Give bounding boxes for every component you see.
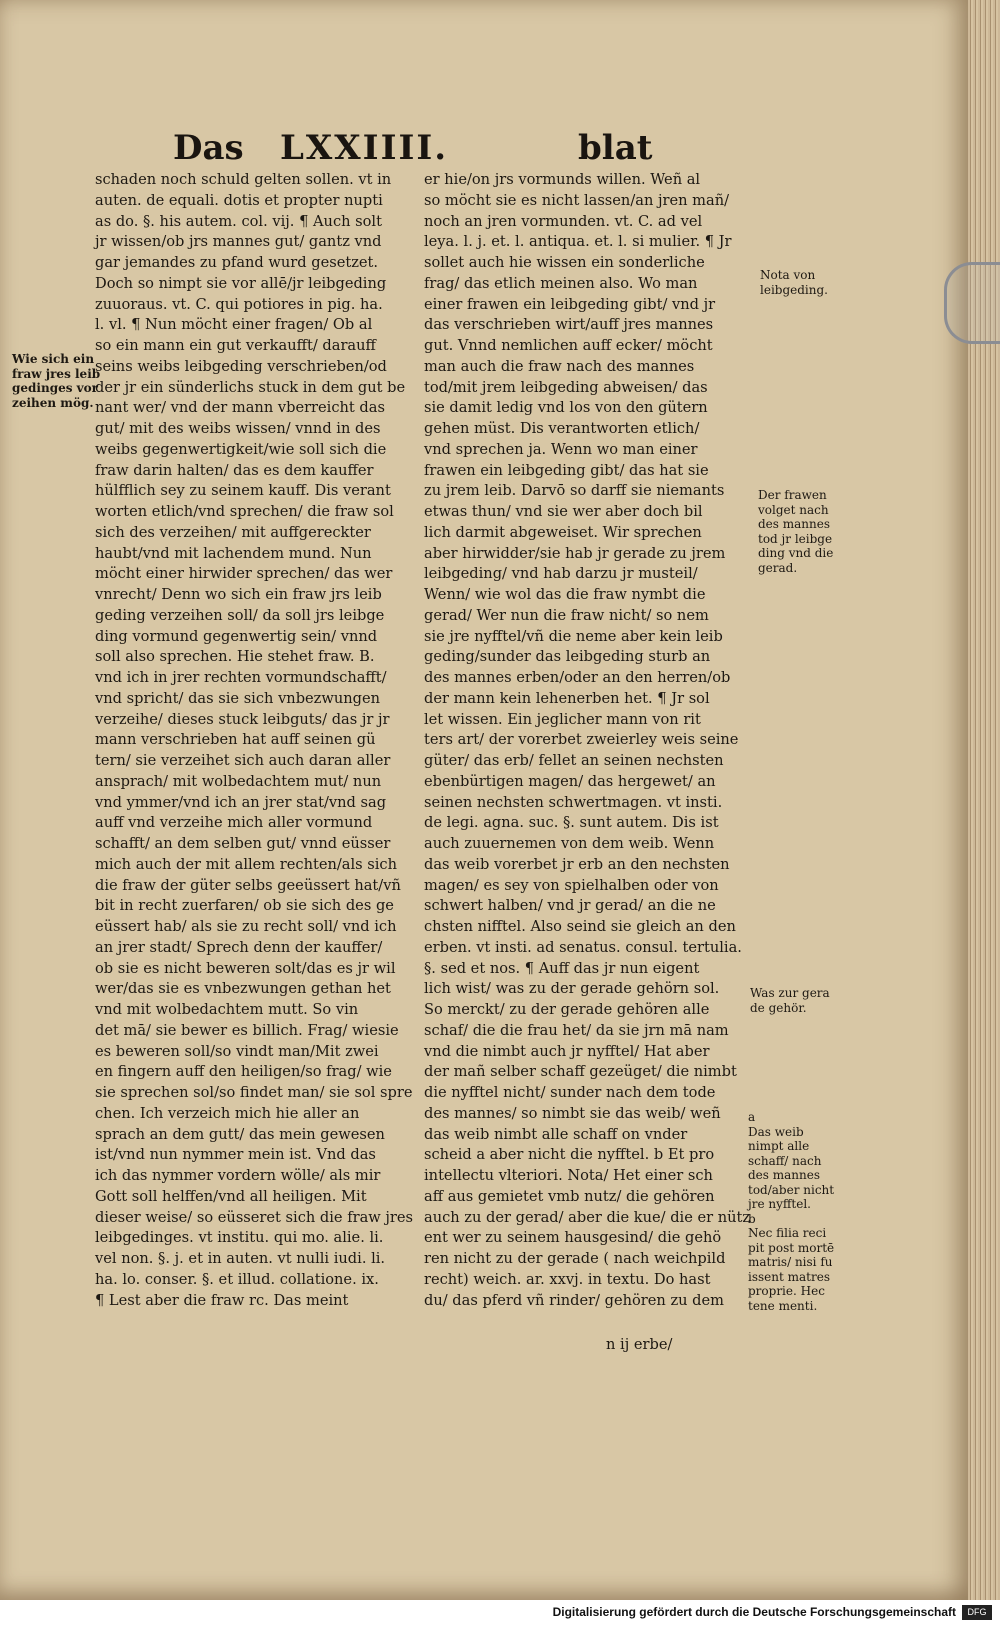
margin-note-line: fraw jres leib (12, 366, 101, 381)
text-line: verzeihe/ dieses stuck leibguts/ das jr jr (95, 710, 390, 728)
text-line: intellectu vlteriori. Nota/ Het einer sch (424, 1167, 713, 1184)
margin-note-line: Nec filia reci (748, 1226, 827, 1240)
margin-note-line: des mannes (748, 1168, 821, 1182)
text-line: vnd ich in jrer rechten vormundschafft/ (95, 669, 387, 686)
signature-mark: n ij erbe/ (606, 1336, 673, 1353)
text-line: dieser weise/ so eüsseret sich die fraw jres (95, 1208, 414, 1226)
text-line: gehen müst. Dis verantworten etlich/ (424, 420, 700, 437)
text-line: So merckt/ zu der gerade gehören alle (424, 1001, 710, 1018)
text-line: §. sed et nos. ¶ Auff das jr nun eigent (424, 959, 700, 977)
text-line: wer/das sie es vnbezwungen gethan het (95, 980, 391, 998)
text-line: eüssert hab/ als sie zu recht soll/ vnd ich (95, 918, 397, 935)
text-line: man auch die fraw nach des mannes (424, 357, 695, 375)
text-line: vnd mit wolbedachtem mutt. So vin (95, 1001, 359, 1018)
text-line: hülfflich sey zu seinem kauff. Dis verant (95, 482, 391, 500)
text-line: des mannes erben/oder an den herren/ob (424, 669, 731, 686)
text-line: bit in recht zuerfaren/ ob sie sich des ge (95, 897, 394, 915)
dfg-logo: DFG (962, 1605, 992, 1620)
text-line: as do. §. his autem. col. vij. ¶ Auch solt (95, 212, 382, 230)
text-line: aff aus gemietet vmb nutz/ die gehören (424, 1187, 715, 1205)
header-right-word: blat (578, 128, 653, 168)
margin-note-line: Was zur gera (750, 986, 830, 1000)
digitization-footer (0, 1600, 1000, 1626)
margin-note-line: proprie. Hec (748, 1284, 825, 1298)
text-line: ent wer zu seinem hausgesind/ die gehö (424, 1229, 722, 1247)
page-edge-stack (968, 0, 1000, 1600)
margin-note-right (758, 488, 833, 575)
text-line: mich auch der mit allem rechten/als sich (95, 855, 398, 873)
text-line: ¶ Lest aber die fraw rc. Das meint (95, 1291, 349, 1309)
text-line: chen. Ich verzeich mich hie aller an (95, 1104, 360, 1122)
folio-number: LXXIIII. (280, 128, 449, 168)
text-line: die nyfftel nicht/ sunder nach dem tode (424, 1084, 716, 1101)
margin-note-line: tod/aber nicht (748, 1182, 835, 1197)
text-line: etwas thun/ vnd sie wer aber doch bil (424, 503, 703, 520)
text-line: fraw darin halten/ das es dem kauffer (95, 461, 374, 479)
text-line: Gott soll helffen/vnd all heiligen. Mit (95, 1187, 367, 1205)
text-line: vel non. §. j. et in auten. vt nulli iudi. li. (95, 1250, 386, 1267)
text-line: ob sie es nicht beweren solt/das es jr wil (95, 959, 396, 977)
text-line: leya. l. j. et. l. antiqua. et. l. si mulier. ¶ Jr (424, 233, 732, 251)
text-line: frag/ das etlich meinen also. Wo man (424, 274, 698, 292)
text-line: des mannes/ so nimbt sie das weib/ weñ (424, 1104, 721, 1122)
margin-note-line: nimpt alle (748, 1139, 810, 1153)
text-line: möcht einer hirwider sprechen/ das wer (95, 565, 393, 583)
text-line: schwert halben/ vnd jr gerad/ an die ne (424, 897, 716, 915)
text-line: vnd ymmer/vnd ich an jrer stat/vnd sag (95, 793, 387, 811)
text-line: güter/ das erb/ fellet an seinen nechsten (424, 752, 724, 769)
text-line: so ein mann ein gut verkaufft/ darauff (95, 337, 376, 354)
text-line: sie sprechen sol/so findet man/ sie sol spre (95, 1084, 413, 1101)
text-line: der mann kein lehenerben het. ¶ Jr sol (424, 689, 710, 707)
text-line: es beweren soll/so vindt man/Mit zwei (95, 1042, 379, 1060)
text-line: auff vnd verzeihe mich aller vormund (95, 814, 373, 832)
margin-note-line: Nota von (760, 268, 816, 282)
text-line: Doch so nimpt sie vor allē/jr leibgeding (95, 274, 387, 292)
text-line: sprach an dem gutt/ das mein gewesen (95, 1125, 385, 1143)
text-line: ding vormund gegenwertig sein/ vnnd (95, 627, 378, 645)
text-line: gut/ mit des weibs wissen/ vnnd in des (95, 420, 381, 437)
text-line: gar jemandes zu pfand wurd gesetzet. (95, 254, 379, 271)
text-line: Wenn/ wie wol das die fraw nymbt die (424, 586, 706, 603)
text-line: scheid a aber nicht die nyfftel. b Et pro (424, 1146, 715, 1164)
margin-note-right (750, 986, 830, 1015)
left-text-column (95, 170, 415, 1311)
text-line: frawen ein leibgeding gibt/ das hat sie (424, 461, 709, 479)
margin-note-line: de gehör. (750, 1000, 807, 1015)
text-line: ist/vnd nun nymmer mein ist. Vnd das (95, 1146, 376, 1164)
text-line: ansprach/ mit wolbedachtem mut/ nun (95, 772, 382, 790)
text-line: ha. lo. conser. §. et illud. collatione. ix. (95, 1270, 379, 1288)
text-line: seins weibs leibgeding verschrieben/od (95, 357, 387, 375)
text-line: er hie/on jrs vormunds willen. Weñ al (424, 171, 701, 188)
margin-note-line: Das weib (748, 1124, 804, 1139)
text-line: sich des verzeihen/ mit auffgereckter (95, 523, 371, 541)
header-left-word: Das (173, 128, 244, 168)
text-line: magen/ es sey von spielhalben oder von (424, 876, 719, 894)
text-line: der jr ein sünderlichs stuck in dem gut be (95, 378, 406, 396)
margin-note-line: b (748, 1211, 756, 1226)
margin-note-line: gerad. (758, 560, 798, 575)
margin-note-line: ding vnd die (758, 546, 834, 560)
text-line: tod/mit jrem leibgeding abweisen/ das (424, 378, 708, 396)
funding-credit: Digitalisierung gefördert durch die Deutsche Forschungsgemeinschaft (552, 1605, 956, 1619)
margin-note-line: zeihen mög. (12, 395, 94, 410)
text-line: lich wist/ was zu der gerade gehörn sol. (424, 980, 720, 998)
text-line: an jrer stadt/ Sprech denn der kauffer/ (95, 938, 383, 956)
text-line: das verschrieben wirt/auff jres mannes (424, 316, 714, 334)
text-line: das weib vorerbet jr erb an den nechsten (424, 855, 730, 873)
text-line: gerad/ Wer nun die fraw nicht/ so nem (424, 606, 709, 624)
margin-note-line: Der frawen (758, 488, 827, 502)
margin-note-line: volget nach (758, 502, 829, 517)
margin-note-line: jre nyfftel. (748, 1197, 811, 1211)
text-line: seinen nechsten schwertmagen. vt insti. (424, 793, 723, 811)
text-line: du/ das pferd vñ rinder/ gehören zu dem (424, 1291, 724, 1309)
margin-note-left (12, 352, 100, 410)
text-line: auten. de equali. dotis et propter nupti (95, 191, 383, 209)
text-line: zuuoraus. vt. C. qui potiores in pig. ha. (95, 295, 383, 313)
right-text-column (424, 170, 754, 1311)
text-line: lich darmit abgeweiset. Wir sprechen (424, 523, 702, 541)
text-line: vnd sprechen ja. Wenn wo man einer (424, 440, 698, 458)
text-line: nant wer/ vnd der mann vberreicht das (95, 399, 385, 417)
text-line: sollet auch hie wissen ein sonderliche (424, 254, 705, 271)
text-line: worten etlich/vnd sprechen/ die fraw sol (95, 503, 394, 520)
text-line: en fingern auff den heiligen/so frag/ wie (95, 1063, 392, 1081)
text-line: haubt/vnd mit lachendem mund. Nun (95, 544, 372, 562)
margin-note-line: tene menti. (748, 1298, 818, 1313)
text-line: auch zu der gerad/ aber die kue/ die er nütz (424, 1208, 751, 1226)
margin-note-right (748, 1110, 834, 1313)
text-line: chsten nifftel. Also seind sie gleich an den (424, 918, 736, 935)
text-line: schaden noch schuld gelten sollen. vt in (95, 171, 392, 188)
margin-note-line: gedinges vor (12, 381, 98, 395)
text-line: let wissen. Ein jeglicher mann von rit (424, 710, 701, 728)
text-line: schafft/ an dem selben gut/ vnnd eüsser (95, 835, 391, 852)
margin-note-line: Wie sich ein (12, 352, 95, 366)
text-line: die fraw der güter selbs geeüssert hat/vñ (95, 876, 401, 894)
margin-note-line: tod jr leibge (758, 531, 833, 546)
text-line: vnrecht/ Denn wo sich ein fraw jrs leib (95, 586, 382, 603)
margin-note-line: pit post mortē (748, 1240, 835, 1255)
paper-clip (944, 262, 1000, 344)
text-line: ebenbürtigen magen/ das hergewet/ an (424, 772, 716, 790)
margin-note-line: des mannes (758, 517, 831, 531)
text-line: det mā/ sie bewer es billich. Frag/ wiesie (95, 1021, 399, 1039)
margin-note-line: matris/ nisi fu (748, 1255, 833, 1269)
margin-note-line: schaff/ nach (748, 1153, 822, 1168)
text-line: auch zuuernemen von dem weib. Wenn (424, 835, 715, 852)
text-line: schaf/ die die frau het/ da sie jrn mā nam (424, 1021, 729, 1039)
text-line: l. vl. ¶ Nun möcht einer fragen/ Ob al (95, 316, 373, 334)
margin-note-line: leibgeding. (760, 282, 828, 297)
text-line: erben. vt insti. ad senatus. consul. tertulia. (424, 938, 742, 956)
margin-note-line: a (748, 1110, 756, 1124)
text-line: mann verschrieben hat auff seinen gü (95, 731, 376, 749)
text-line: recht) weich. ar. xxvj. in textu. Do hast (424, 1270, 711, 1288)
text-line: der mañ selber schaff gezeüget/ die nimbt (424, 1063, 737, 1081)
text-line: geding verzeihen soll/ da soll jrs leibge (95, 606, 385, 624)
text-line: zu jrem leib. Darvō so darff sie niemants (424, 482, 725, 500)
margin-note-right (760, 268, 828, 297)
text-line: aber hirwidder/sie hab jr gerade zu jrem (424, 544, 726, 562)
text-line: leibgeding/ vnd hab darzu jr musteil/ (424, 565, 698, 583)
text-line: leibgedinges. vt institu. qui mo. alie. li. (95, 1229, 384, 1247)
text-line: vnd die nimbt auch jr nyfftel/ Hat aber (424, 1042, 710, 1060)
text-line: so möcht sie es nicht lassen/an jren mañ/ (424, 191, 730, 209)
text-line: ters art/ der vorerbet zweierley weis seine (424, 731, 739, 749)
text-line: de legi. agna. suc. §. sunt autem. Dis ist (424, 814, 719, 832)
text-line: einer frawen ein leibgeding gibt/ vnd jr (424, 295, 716, 313)
text-line: jr wissen/ob jrs mannes gut/ gantz vnd (95, 233, 382, 251)
text-line: ich das nymmer vordern wölle/ als mir (95, 1167, 381, 1184)
text-line: tern/ sie verzeihet sich auch daran aller (95, 752, 391, 769)
text-line: soll also sprechen. Hie stehet fraw. B. (95, 648, 375, 666)
text-line: ren nicht zu der gerade ( nach weichpild (424, 1250, 726, 1267)
text-line: geding/sunder das leibgeding sturb an (424, 648, 711, 666)
text-line: sie damit ledig vnd los von den gütern (424, 399, 708, 417)
text-line: das weib nimbt alle schaff on vnder (424, 1125, 688, 1143)
text-line: gut. Vnnd nemlichen auff ecker/ möcht (424, 337, 713, 354)
text-line: weibs gegenwertigkeit/wie soll sich die (95, 440, 387, 458)
text-line: noch an jren vormunden. vt. C. ad vel (424, 212, 703, 230)
margin-note-line: issent matres (748, 1269, 830, 1284)
text-line: sie jre nyfftel/vñ die neme aber kein leib (424, 627, 723, 645)
text-line: vnd spricht/ das sie sich vnbezwungen (95, 689, 381, 707)
